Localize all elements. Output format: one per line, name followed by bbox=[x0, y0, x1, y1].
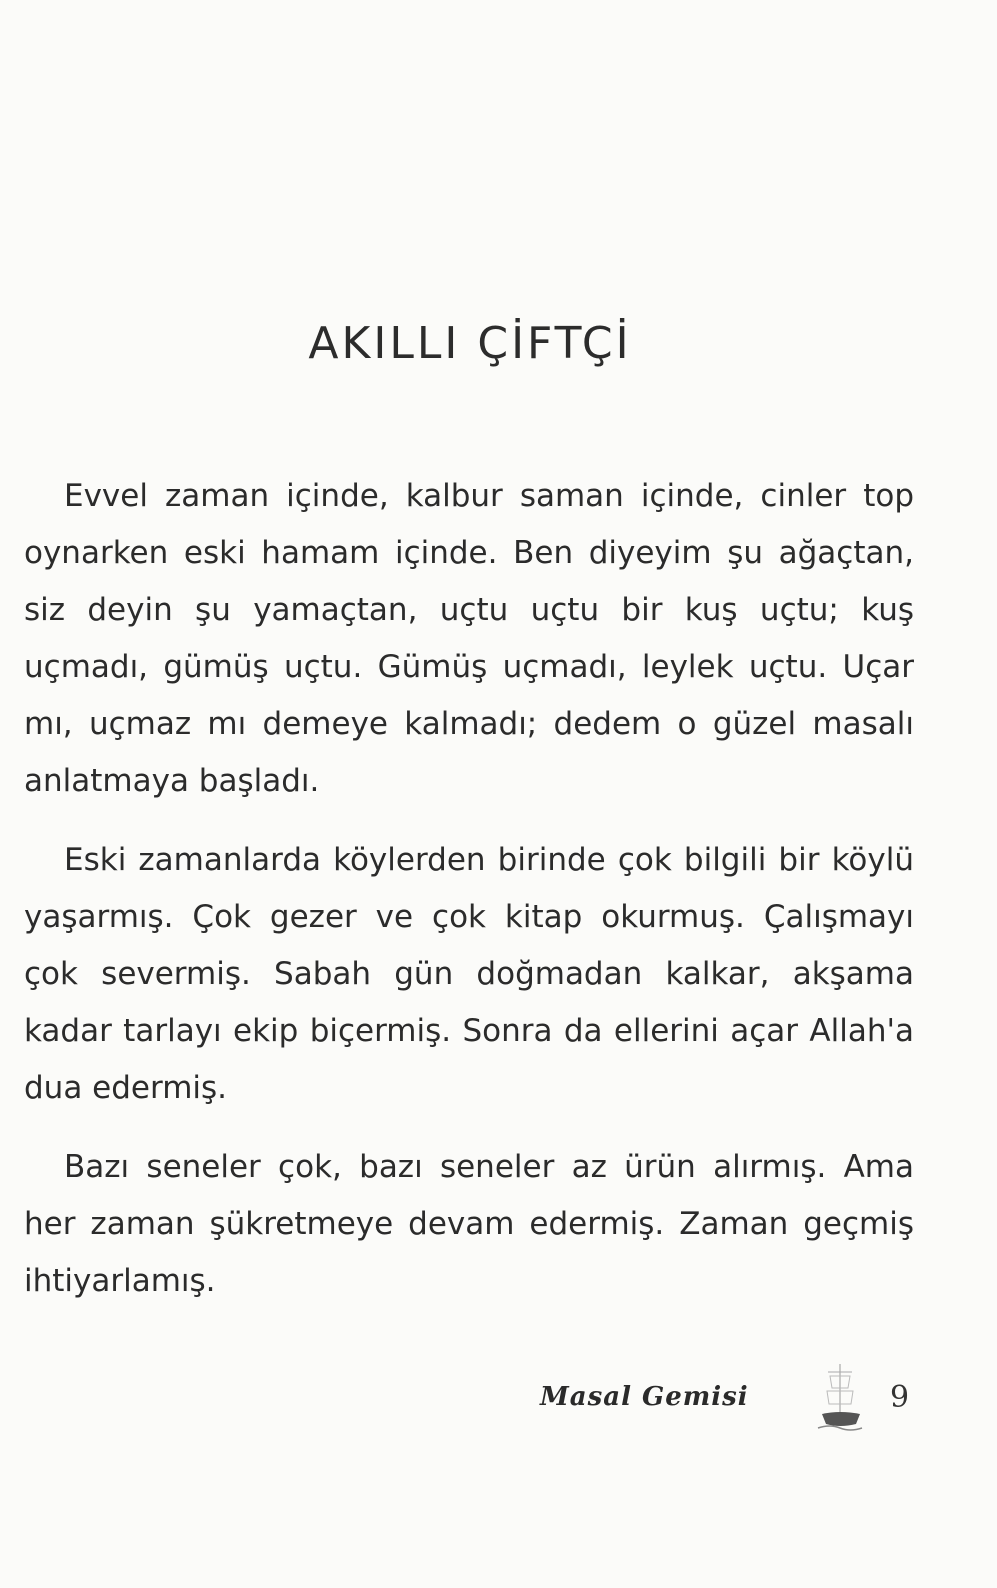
page-footer bbox=[540, 1378, 920, 1458]
story-body bbox=[24, 468, 914, 1332]
sailing-ship-icon bbox=[810, 1358, 870, 1438]
paragraph-3: Bazı seneler çok, bazı seneler az ürün alırmış. Ama her zaman şükretmeye devam edermiş. Zaman geçmiş ihtiyarlamış. bbox=[24, 1149, 914, 1299]
series-name: Masal Gemisi bbox=[540, 1382, 749, 1412]
paragraph-2: Eski zamanlarda köylerden birinde çok bilgili bir köylü yaşarmış. Çok gezer ve çok kitap okurmuş. Çalışmayı çok severmiş. Sabah gün doğmadan kalkar, akşama kadar tarlayı ekip biçermiş. Sonra da ellerini açar Allah'a dua edermiş. bbox=[24, 842, 914, 1106]
page-number: 9 bbox=[890, 1380, 910, 1415]
paragraph-1: Evvel zaman içinde, kalbur saman içinde, cinler top oynarken eski hamam içinde. Ben diyeyim şu ağaçtan, siz deyin şu yamaçtan, uçtu uçtu bir kuş uçtu; kuş uçmadı, gümüş uçtu. Gümüş uçmadı, leylek uçtu. Uçar mı, uçmaz mı demeye kalmadı; dedem o güzel masalı anlatmaya başladı. bbox=[24, 478, 914, 799]
story-title: AKILLI ÇİFTÇİ bbox=[308, 318, 632, 369]
